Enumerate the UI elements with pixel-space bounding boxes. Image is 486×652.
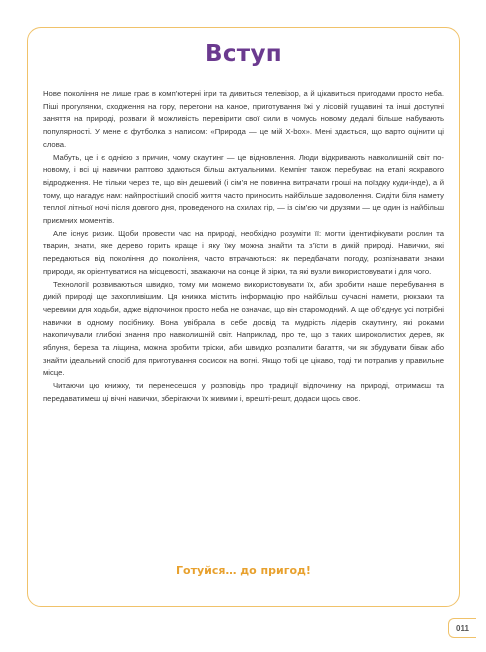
paragraph: Технології розвиваються швидко, тому ми можемо використовувати їх, аби зробити наше перебування в дикій природі ще захопливішим. Ця книжка містить інформацію про найбільш сучасні намети, рюкзаки та черевики для ходьби, адже відпочинок просто неба не означає, що він старомодний. А ще об’єднує усі потрібні навички в одному посібнику. Вона увібрала в себе досвід та мудрість лідерів скаутингу, які роками накопичували глибокі знання про навколишній світ. Наприклад, про те, що з таких широколистих дерев, як яблуня, береза та ліщина, можна зробити тріски, аби швидко розпалити багаття, чи як збудувати бівак або знайти ідеальний спосіб для приготування сосисок на вогні. Якщо тобі це цікаво, тоді ти потрапив у правильне місце. <box>43 279 444 378</box>
body-text <box>43 88 444 406</box>
paragraph: Мабуть, це і є однією з причин, чому скаутинг — це відновлення. Люди відкривають навколишній світ по-новому, і всі ці навички раптово здаються більш актуальними. Кемпінг також перебуває на етапі яскравого відродження. Не тільки через те, що він дешевий (і сім’я не повинна витрачати гроші на поїздку куди-інде), а й тому, що нагадує нам: найпростіший спосіб життя часто приносить найбільше задоволення. Сидіти біля намету теплої літньої ночі після довгого дня, проведеного на схилах гір, — із сім’єю чи друзями — це один із найбільш приємних моментів. <box>43 152 444 226</box>
page-title: Вступ <box>205 41 282 67</box>
page-number: 011 <box>448 618 476 638</box>
tagline: Готуйся… до пригод! <box>176 564 311 577</box>
paragraph: Але існує ризик. Щоби провести час на природі, необхідно розуміти її: могти ідентифікувати рослин та тварин, знати, яке дерево горить краще і яку їжу можна знайти та з’їсти в дикій природі. Навички, які передаються від покоління до покоління, часто втрачаються: як передбачати погоду, розпізнавати знаки природи, як орієнтуватися на місцевості, зважаючи на сонце й зірки, та які вузли використовувати і для чого. <box>43 228 444 276</box>
paragraph: Нове покоління не лише грає в комп’ютерні ігри та дивиться телевізор, а й цікавиться пригодами просто неба. Піші прогулянки, сходження на гору, перегони на каное, приготування їжі у лісовій гущавині та інші доступні заняття на природі, розваги й можливість перевірити свої сили в чомусь новому дедалі більше набувають популярності. У мене є футболка з написом: «Природа — це мій X-box». Мені здається, що варто оцінити ці слова. <box>43 89 444 149</box>
paragraph: Читаючи цю книжку, ти перенесешся у розповідь про традиції відпочинку на природі, отримаєш та передаватимеш ці вічні навички, зберігаючи їх живими і, врешті-решт, додаси щось своє. <box>43 381 444 403</box>
